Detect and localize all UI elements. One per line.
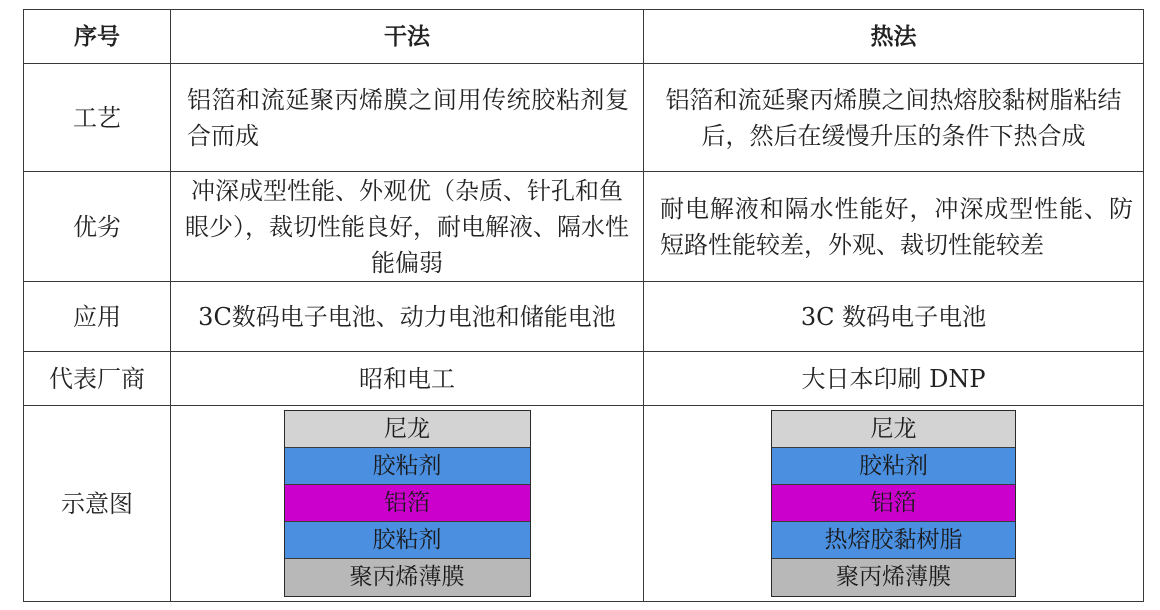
dry-diagram-cell [171, 406, 644, 602]
dry-layer-3: 铝箔 [285, 485, 530, 522]
header-row [24, 10, 1144, 64]
hot-application-cell: 3C 数码电子电池 [644, 282, 1144, 352]
table-row-diagram [24, 406, 1144, 602]
dry-process-cell: 铝箔和流延聚丙烯膜之间用传统胶粘剂复合而成 [171, 64, 644, 172]
table-row-vendor [24, 352, 1144, 406]
row-label-application: 应用 [24, 282, 171, 352]
header-dry-method: 干法 [171, 10, 644, 64]
hot-layer-stack-diagram [771, 410, 1016, 597]
dry-merits-cell: 冲深成型性能、外观优（杂质、针孔和鱼眼少），裁切性能良好，耐电解液、隔水性能偏弱 [171, 172, 644, 282]
header-index: 序号 [24, 10, 171, 64]
row-label-vendor: 代表厂商 [24, 352, 171, 406]
hot-layer-1: 尼龙 [772, 411, 1015, 448]
header-hot-method: 热法 [644, 10, 1144, 64]
hot-layer-4: 热熔胶黏树脂 [772, 522, 1015, 559]
hot-diagram-cell [644, 406, 1144, 602]
table-row-merits [24, 172, 1144, 282]
row-label-process: 工艺 [24, 64, 171, 172]
hot-layer-2: 胶粘剂 [772, 448, 1015, 485]
dry-layer-4: 胶粘剂 [285, 522, 530, 559]
dry-layer-2: 胶粘剂 [285, 448, 530, 485]
comparison-table [23, 9, 1144, 602]
hot-merits-cell: 耐电解液和隔水性能好，冲深成型性能、防短路性能较差，外观、裁切性能较差 [644, 172, 1144, 282]
dry-application-cell: 3C数码电子电池、动力电池和储能电池 [171, 282, 644, 352]
hot-vendor-cell: 大日本印刷 DNP [644, 352, 1144, 406]
dry-vendor-cell: 昭和电工 [171, 352, 644, 406]
row-label-merits: 优劣 [24, 172, 171, 282]
row-label-diagram: 示意图 [24, 406, 171, 602]
hot-layer-5: 聚丙烯薄膜 [772, 559, 1015, 596]
dry-layer-stack-diagram [284, 410, 531, 597]
table-row-application [24, 282, 1144, 352]
hot-layer-3: 铝箔 [772, 485, 1015, 522]
dry-layer-5: 聚丙烯薄膜 [285, 559, 530, 596]
table-row-process [24, 64, 1144, 172]
hot-process-cell: 铝箔和流延聚丙烯膜之间热熔胶黏树脂粘结后，然后在缓慢升压的条件下热合成 [644, 64, 1144, 172]
dry-layer-1: 尼龙 [285, 411, 530, 448]
